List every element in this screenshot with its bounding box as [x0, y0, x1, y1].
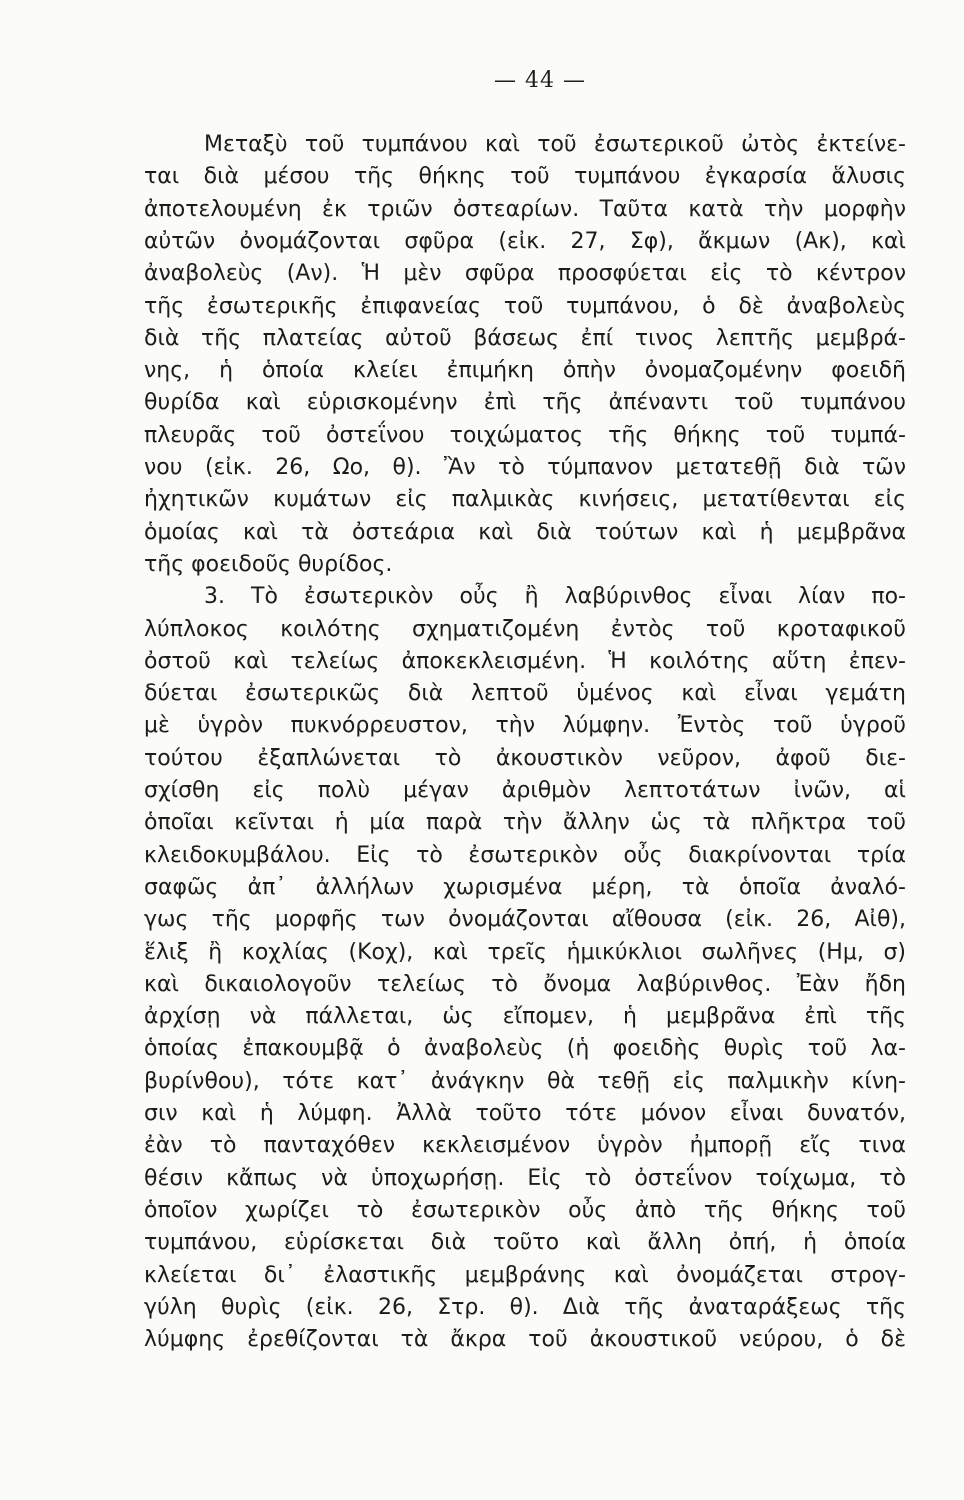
text-line: νου (εἰκ. 26, Ωο, θ). Ἂν τὸ τύμπανον μετατεθῇ διὰ τῶν — [144, 455, 906, 480]
text-line: ὀστοῦ καὶ τελείως ἀποκεκλεισμένη. Ἡ κοιλότης αὕτη ἐπεν- — [144, 648, 906, 674]
text-line: πλευρᾶς τοῦ ὀστεΐνου τοιχώματος τῆς θήκης τοῦ τυμπά- — [144, 422, 906, 448]
text-line: τυμπάνου, εὑρίσκεται διὰ τοῦτο καὶ ἄλλη ὀπή, ἡ ὁποία — [144, 1230, 906, 1256]
text-line: 3. Τὸ ἐσωτερικὸν οὖς ἢ λαβύρινθος εἶναι λίαν πο- — [204, 584, 906, 610]
text-line: ἀποτελουμένη ἐκ τριῶν ὀστεαρίων. Ταῦτα κατὰ τὴν μορφὴν — [144, 196, 906, 222]
text-line: ἕλιξ ἢ κοχλίας (Κοχ), καὶ τρεῖς ἡμικύκλιοι σωλῆνες (Ημ, σ) — [144, 939, 906, 965]
text-line: αὐτῶν ὀνομάζονται σφῦρα (εἰκ. 27, Σφ), ἄκμων (Ακ), καὶ — [144, 228, 906, 254]
text-line: ἐὰν τὸ πανταχόθεν κεκλεισμένον ὑγρὸν ἠμπορῇ εἴς τινα — [144, 1133, 906, 1159]
text-line: ἠχητικῶν κυμάτων εἰς παλμικὰς κινήσεις, μετατίθενται εἰς — [144, 487, 906, 513]
text-line: νης, ἡ ὁποία κλείει ἐπιμήκη ὀπὴν ὀνομαζομένην φοειδῆ — [144, 358, 906, 384]
text-line: γως τῆς μορφῆς των ὀνομάζονται αἴθουσα (εἰκ. 26, Αἰθ), — [144, 907, 906, 933]
text-line: ὁποῖαι κεῖνται ἡ μία παρὰ τὴν ἄλλην ὡς τὰ πλῆκτρα τοῦ — [144, 810, 906, 836]
text-line: λύμφης ἐρεθίζονται τὰ ἄκρα τοῦ ἀκουστικοῦ νεύρου, ὁ δὲ — [144, 1327, 906, 1353]
text-line: μὲ ὑγρὸν πυκνόρρευστον, τὴν λύμφην. Ἐντὸς τοῦ ὑγροῦ — [144, 713, 906, 739]
text-line: σαφῶς ἀπ᾽ ἀλλήλων χωρισμένα μέρη, τὰ ὁποῖα ἀναλό- — [144, 874, 906, 900]
text-line: γύλη θυρὶς (εἰκ. 26, Στρ. θ). Διὰ τῆς ἀναταράξεως τῆς — [144, 1294, 906, 1320]
page-number: — 44 — — [494, 68, 586, 93]
text-line: βυρίνθου), τότε κατ᾽ ἀνάγκην θὰ τεθῇ εἰς παλμικὴν κίνη- — [144, 1068, 906, 1094]
text-line: σιν καὶ ἡ λύμφη. Ἀλλὰ τοῦτο τότε μόνον εἶναι δυνατόν, — [144, 1101, 906, 1126]
text-line: καὶ δικαιολογοῦν τελείως τὸ ὄνομα λαβύρινθος. Ἐὰν ἤδη — [144, 971, 906, 997]
text-line: λύπλοκος κοιλότης σχηματιζομένη ἐντὸς τοῦ κροταφικοῦ — [144, 616, 906, 642]
text-line: τῆς φοειδοῦς θυρίδος. — [144, 551, 393, 577]
text-line: κλειδοκυμβάλου. Εἰς τὸ ἐσωτερικὸν οὖς διακρίνονται τρία — [144, 842, 906, 868]
text-line: ἀναβολεὺς (Αν). Ἡ μὲν σφῦρα προσφύεται εἰς τὸ κέντρον — [144, 261, 906, 287]
text-line: ὁποῖον χωρίζει τὸ ἐσωτερικὸν οὖς ἀπὸ τῆς θήκης τοῦ — [144, 1197, 906, 1223]
text-line: θυρίδα καὶ εὑρισκομένην ἐπὶ τῆς ἀπέναντι τοῦ τυμπάνου — [144, 390, 906, 416]
text-line: Μεταξὺ τοῦ τυμπάνου καὶ τοῦ ἐσωτερικοῦ ὠτὸς ἐκτείνε- — [204, 132, 906, 157]
text-line: κλείεται δι᾽ ἐλαστικῆς μεμβράνης καὶ ὀνομάζεται στρογ- — [144, 1262, 906, 1288]
text-line: τῆς ἐσωτερικῆς ἐπιφανείας τοῦ τυμπάνου, ὁ δὲ ἀναβολεὺς — [144, 293, 906, 319]
text-line: ὁμοίας καὶ τὰ ὀστεάρια καὶ διὰ τούτων καὶ ἡ μεμβρᾶνα — [144, 519, 906, 545]
text-line: ται διὰ μέσου τῆς θήκης τοῦ τυμπάνου ἐγκαρσία ἅλυσις — [144, 164, 906, 190]
text-line: τούτου ἐξαπλώνεται τὸ ἀκουστικὸν νεῦρον, ἀφοῦ διε- — [144, 745, 906, 771]
text-line: διὰ τῆς πλατείας αὐτοῦ βάσεως ἐπί τινος λεπτῆς μεμβρά- — [144, 325, 906, 351]
text-line: δύεται ἐσωτερικῶς διὰ λεπτοῦ ὑμένος καὶ εἶναι γεμάτη — [144, 681, 906, 707]
text-line: ὁποίας ἐπακουμβᾷ ὁ ἀναβολεὺς (ἡ φοειδὴς θυρὶς τοῦ λα- — [144, 1036, 906, 1062]
text-line: θέσιν κἄπως νὰ ὑποχωρήσῃ. Εἰς τὸ ὀστεΐνον τοίχωμα, τὸ — [144, 1165, 906, 1191]
text-line: ἀρχίσῃ νὰ πάλλεται, ὡς εἴπομεν, ἡ μεμβρᾶνα ἐπὶ τῆς — [144, 1004, 906, 1030]
text-line: σχίσθη εἰς πολὺ μέγαν ἀριθμὸν λεπτοτάτων ἰνῶν, αἱ — [144, 778, 906, 803]
